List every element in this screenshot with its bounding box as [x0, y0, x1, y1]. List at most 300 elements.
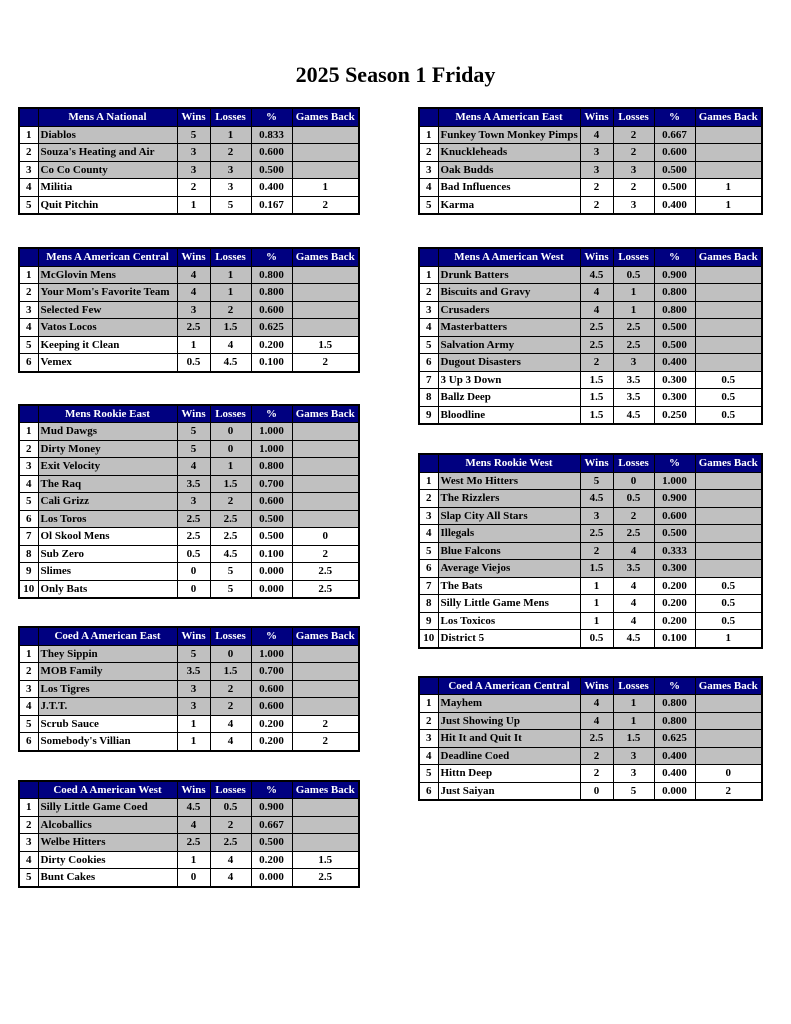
losses-cell: 0: [210, 423, 251, 441]
games_back-cell: [695, 747, 762, 765]
team-cell: Vemex: [38, 354, 177, 372]
rank-cell: 4: [419, 747, 438, 765]
standings-table: [18, 626, 360, 752]
games_back-cell: 1: [695, 630, 762, 648]
header-row: [19, 781, 359, 799]
wins-cell: 0: [177, 580, 210, 598]
games_back-cell: [695, 161, 762, 179]
team-cell: Diablos: [38, 126, 177, 144]
team-cell: Biscuits and Gravy: [438, 284, 580, 302]
wins-cell: 0: [580, 782, 613, 800]
games_back-cell: [292, 458, 359, 476]
pct-cell: 0.600: [654, 144, 695, 162]
wins-cell: 3: [177, 301, 210, 319]
wins-column-header: Wins: [580, 677, 613, 695]
table-row: [419, 266, 762, 284]
standings-table: [18, 247, 360, 373]
wins-cell: 4: [580, 126, 613, 144]
games_back-cell: 1.5: [292, 336, 359, 354]
games_back-cell: [292, 799, 359, 817]
rank-cell: 4: [19, 698, 38, 716]
header-row: [419, 248, 762, 266]
games_back-cell: 0.5: [695, 577, 762, 595]
wins-cell: 1: [580, 595, 613, 613]
team-cell: Alcoballics: [38, 816, 177, 834]
table-title: Mens A American Central: [38, 248, 177, 266]
wins-cell: 1: [177, 715, 210, 733]
rank-cell: 1: [419, 472, 438, 490]
wins-cell: 0.5: [177, 545, 210, 563]
table-row: [19, 319, 359, 337]
rank-cell: 5: [419, 336, 438, 354]
wins-cell: 4.5: [177, 799, 210, 817]
games_back-cell: 2.5: [292, 563, 359, 581]
table-row: [419, 560, 762, 578]
team-cell: J.T.T.: [38, 698, 177, 716]
wins-cell: 2.5: [177, 834, 210, 852]
losses-cell: 4: [613, 577, 654, 595]
team-cell: Quit Pitchin: [38, 196, 177, 214]
table-row: [419, 542, 762, 560]
rank-cell: 1: [419, 266, 438, 284]
losses-cell: 3: [613, 161, 654, 179]
games_back-cell: [695, 284, 762, 302]
pct-column-header: %: [654, 108, 695, 126]
rank-cell: 5: [19, 493, 38, 511]
losses-cell: 4: [613, 595, 654, 613]
table-row: [419, 730, 762, 748]
pct-cell: 0.300: [654, 560, 695, 578]
team-cell: Dirty Money: [38, 440, 177, 458]
losses-cell: 0.5: [613, 266, 654, 284]
wins-cell: 1.5: [580, 406, 613, 424]
wins-cell: 2: [580, 196, 613, 214]
table-row: [419, 319, 762, 337]
table-row: [419, 630, 762, 648]
table-title: Mens A American East: [438, 108, 580, 126]
team-cell: Bad Influences: [438, 179, 580, 197]
team-cell: Exit Velocity: [38, 458, 177, 476]
rank-column-header: [19, 248, 38, 266]
wins-cell: 2: [580, 765, 613, 783]
losses-column-header: Losses: [210, 405, 251, 423]
games_back-cell: 2.5: [292, 869, 359, 887]
rank-column-header: [19, 108, 38, 126]
rank-cell: 6: [19, 510, 38, 528]
rank-cell: 5: [19, 196, 38, 214]
table-row: [19, 510, 359, 528]
wins-cell: 2: [580, 354, 613, 372]
wins-cell: 4.5: [580, 490, 613, 508]
pct-column-header: %: [251, 108, 292, 126]
pct-cell: 0.700: [251, 475, 292, 493]
pct-cell: 0.400: [251, 179, 292, 197]
pct-cell: 0.200: [251, 851, 292, 869]
header-row: [19, 627, 359, 645]
page-title: 2025 Season 1 Friday: [295, 62, 496, 87]
table-row: [19, 799, 359, 817]
losses-cell: 0.5: [613, 490, 654, 508]
rank-cell: 2: [19, 663, 38, 681]
header-row: [419, 108, 762, 126]
pct-column-header: %: [654, 248, 695, 266]
team-cell: Dugout Disasters: [438, 354, 580, 372]
wins-cell: 3: [177, 161, 210, 179]
rank-cell: 3: [419, 730, 438, 748]
games_back-cell: 0.5: [695, 389, 762, 407]
pct-cell: 0.600: [654, 507, 695, 525]
games_back-cell: 0.5: [695, 371, 762, 389]
losses-cell: 5: [613, 782, 654, 800]
losses-cell: 4: [210, 851, 251, 869]
team-cell: Oak Budds: [438, 161, 580, 179]
rank-cell: 3: [19, 458, 38, 476]
table-row: [419, 144, 762, 162]
rank-column-header: [419, 248, 438, 266]
table-row: [19, 161, 359, 179]
losses-cell: 0: [210, 440, 251, 458]
rank-cell: 5: [419, 765, 438, 783]
team-cell: Slap City All Stars: [438, 507, 580, 525]
pct-cell: 0.800: [654, 301, 695, 319]
games_back-cell: [292, 266, 359, 284]
rank-cell: 1: [19, 645, 38, 663]
rank-cell: 7: [419, 577, 438, 595]
table-row: [419, 126, 762, 144]
rank-cell: 6: [419, 782, 438, 800]
team-cell: Karma: [438, 196, 580, 214]
wins-cell: 2: [177, 179, 210, 197]
team-cell: Knuckleheads: [438, 144, 580, 162]
losses-cell: 2.5: [613, 525, 654, 543]
rank-cell: 2: [419, 284, 438, 302]
wins-cell: 3: [177, 144, 210, 162]
team-cell: Salvation Army: [438, 336, 580, 354]
rank-cell: 2: [19, 440, 38, 458]
wins-cell: 1: [177, 733, 210, 751]
team-cell: Selected Few: [38, 301, 177, 319]
games_back-cell: 2: [292, 715, 359, 733]
games_back-cell: [695, 695, 762, 713]
wins-cell: 3: [177, 493, 210, 511]
games_back-cell: [695, 266, 762, 284]
wins-cell: 2: [580, 747, 613, 765]
wins-cell: 2: [580, 179, 613, 197]
rank-cell: 1: [419, 695, 438, 713]
wins-cell: 1: [177, 196, 210, 214]
rank-cell: 2: [419, 712, 438, 730]
games-back-column-header: Games Back: [695, 108, 762, 126]
wins-cell: 5: [177, 440, 210, 458]
rank-cell: 9: [19, 563, 38, 581]
losses-cell: 2: [210, 301, 251, 319]
losses-cell: 0.5: [210, 799, 251, 817]
pct-cell: 0.900: [251, 799, 292, 817]
losses-cell: 2.5: [210, 510, 251, 528]
rank-cell: 6: [419, 354, 438, 372]
games_back-cell: [695, 472, 762, 490]
pct-cell: 0.800: [654, 695, 695, 713]
wins-column-header: Wins: [177, 627, 210, 645]
rank-cell: 5: [19, 336, 38, 354]
losses-cell: 2.5: [613, 319, 654, 337]
pct-cell: 0.000: [251, 580, 292, 598]
team-cell: They Sippin: [38, 645, 177, 663]
losses-cell: 3: [210, 179, 251, 197]
rank-cell: 8: [419, 389, 438, 407]
losses-cell: 2: [210, 680, 251, 698]
wins-cell: 5: [177, 126, 210, 144]
pct-cell: 0.000: [654, 782, 695, 800]
losses-column-header: Losses: [210, 108, 251, 126]
table-title: Coed A American East: [38, 627, 177, 645]
standings-table: [418, 453, 763, 649]
games_back-cell: [695, 560, 762, 578]
team-cell: Somebody's Villian: [38, 733, 177, 751]
losses-cell: 2: [210, 698, 251, 716]
wins-cell: 3: [580, 507, 613, 525]
standings-table: [418, 676, 763, 802]
wins-cell: 3: [580, 144, 613, 162]
losses-cell: 1: [210, 266, 251, 284]
team-cell: Militia: [38, 179, 177, 197]
team-cell: Hit It and Quit It: [438, 730, 580, 748]
team-cell: Funkey Town Monkey Pimps: [438, 126, 580, 144]
standings-table: [418, 107, 763, 215]
table-row: [419, 712, 762, 730]
table-row: [19, 475, 359, 493]
games_back-cell: [292, 493, 359, 511]
rank-cell: 10: [19, 580, 38, 598]
games_back-cell: [292, 126, 359, 144]
team-cell: Silly Little Game Coed: [38, 799, 177, 817]
team-cell: Ballz Deep: [438, 389, 580, 407]
wins-cell: 3: [177, 698, 210, 716]
games_back-cell: [292, 144, 359, 162]
right-column: [418, 107, 763, 801]
pct-column-header: %: [251, 405, 292, 423]
pct-cell: 0.100: [251, 545, 292, 563]
pct-cell: 0.900: [654, 490, 695, 508]
games_back-cell: [292, 440, 359, 458]
losses-cell: 2: [613, 179, 654, 197]
rank-cell: 6: [19, 733, 38, 751]
wins-cell: 5: [580, 472, 613, 490]
header-row: [419, 454, 762, 472]
wins-cell: 0.5: [580, 630, 613, 648]
wins-cell: 4.5: [580, 266, 613, 284]
table-row: [19, 354, 359, 372]
games_back-cell: [695, 301, 762, 319]
losses-cell: 4: [210, 869, 251, 887]
team-cell: Dirty Cookies: [38, 851, 177, 869]
games_back-cell: 1: [695, 179, 762, 197]
table-row: [419, 196, 762, 214]
rank-cell: 2: [19, 144, 38, 162]
games-back-column-header: Games Back: [695, 677, 762, 695]
rank-cell: 1: [19, 266, 38, 284]
losses-cell: 1: [210, 458, 251, 476]
losses-cell: 5: [210, 196, 251, 214]
games_back-cell: [292, 301, 359, 319]
rank-cell: 3: [19, 834, 38, 852]
losses-column-header: Losses: [210, 248, 251, 266]
losses-cell: 4: [210, 715, 251, 733]
table-row: [19, 733, 359, 751]
losses-cell: 2: [210, 816, 251, 834]
games_back-cell: [292, 816, 359, 834]
team-cell: Drunk Batters: [438, 266, 580, 284]
table-row: [419, 336, 762, 354]
table-title: Mens Rookie West: [438, 454, 580, 472]
team-cell: Average Viejos: [438, 560, 580, 578]
rank-cell: 4: [419, 525, 438, 543]
team-cell: Bloodline: [438, 406, 580, 424]
pct-cell: 0.800: [654, 712, 695, 730]
rank-cell: 4: [19, 319, 38, 337]
standings-table: [18, 780, 360, 888]
standings-table: [18, 107, 360, 215]
losses-cell: 0: [210, 645, 251, 663]
pct-cell: 0.200: [654, 577, 695, 595]
losses-column-header: Losses: [613, 454, 654, 472]
pct-cell: 0.700: [251, 663, 292, 681]
left-column: [18, 107, 360, 888]
table-row: [419, 747, 762, 765]
games_back-cell: [292, 698, 359, 716]
team-cell: Ol Skool Mens: [38, 528, 177, 546]
losses-cell: 2.5: [613, 336, 654, 354]
table-title: Coed A American West: [38, 781, 177, 799]
rank-cell: 9: [419, 612, 438, 630]
pct-cell: 0.833: [251, 126, 292, 144]
rank-cell: 6: [419, 560, 438, 578]
rank-cell: 4: [419, 179, 438, 197]
pct-cell: 0.400: [654, 354, 695, 372]
table-title: Mens Rookie East: [38, 405, 177, 423]
rank-column-header: [19, 781, 38, 799]
wins-cell: 4: [177, 284, 210, 302]
table-row: [419, 595, 762, 613]
losses-cell: 3.5: [613, 560, 654, 578]
table-row: [19, 580, 359, 598]
games-back-column-header: Games Back: [292, 405, 359, 423]
wins-cell: 2: [580, 542, 613, 560]
wins-cell: 3.5: [177, 475, 210, 493]
table-row: [19, 528, 359, 546]
rank-cell: 5: [419, 542, 438, 560]
pct-cell: 1.000: [251, 423, 292, 441]
pct-cell: 0.500: [654, 525, 695, 543]
team-cell: Illegals: [438, 525, 580, 543]
pct-cell: 0.500: [654, 161, 695, 179]
pct-cell: 0.625: [251, 319, 292, 337]
team-cell: Deadline Coed: [438, 747, 580, 765]
wins-cell: 4: [580, 712, 613, 730]
losses-cell: 3.5: [613, 371, 654, 389]
rank-column-header: [19, 627, 38, 645]
losses-cell: 1: [613, 695, 654, 713]
rank-column-header: [419, 677, 438, 695]
pct-cell: 0.900: [654, 266, 695, 284]
games_back-cell: 2: [292, 354, 359, 372]
losses-cell: 5: [210, 563, 251, 581]
table-title: Coed A American Central: [438, 677, 580, 695]
wins-cell: 1: [580, 577, 613, 595]
table-row: [19, 284, 359, 302]
games_back-cell: [292, 475, 359, 493]
pct-cell: 0.400: [654, 196, 695, 214]
games_back-cell: 1.5: [292, 851, 359, 869]
table-row: [419, 354, 762, 372]
games_back-cell: [695, 354, 762, 372]
losses-cell: 4: [613, 542, 654, 560]
team-cell: Welbe Hitters: [38, 834, 177, 852]
games_back-cell: 0.5: [695, 612, 762, 630]
wins-cell: 4: [177, 458, 210, 476]
pct-cell: 0.600: [251, 680, 292, 698]
losses-cell: 1: [613, 301, 654, 319]
pct-cell: 0.400: [654, 765, 695, 783]
games_back-cell: 1: [292, 179, 359, 197]
losses-cell: 4: [210, 733, 251, 751]
rank-column-header: [419, 454, 438, 472]
games_back-cell: [695, 144, 762, 162]
rank-cell: 1: [19, 126, 38, 144]
losses-cell: 2.5: [210, 834, 251, 852]
wins-cell: 5: [177, 645, 210, 663]
wins-cell: 0.5: [177, 354, 210, 372]
losses-cell: 5: [210, 580, 251, 598]
pct-cell: 0.400: [654, 747, 695, 765]
table-title: Mens A National: [38, 108, 177, 126]
header-row: [19, 248, 359, 266]
table-row: [419, 490, 762, 508]
games_back-cell: [695, 730, 762, 748]
pct-cell: 0.250: [654, 406, 695, 424]
losses-cell: 0: [613, 472, 654, 490]
standings-table: [18, 404, 360, 600]
pct-cell: 0.800: [251, 458, 292, 476]
games_back-cell: 0.5: [695, 595, 762, 613]
losses-column-header: Losses: [613, 248, 654, 266]
games-back-column-header: Games Back: [695, 248, 762, 266]
games_back-cell: 2: [292, 733, 359, 751]
rank-cell: 7: [19, 528, 38, 546]
wins-cell: 1: [580, 612, 613, 630]
pct-cell: 0.500: [251, 510, 292, 528]
rank-cell: 4: [19, 851, 38, 869]
rank-cell: 3: [419, 301, 438, 319]
losses-cell: 2.5: [210, 528, 251, 546]
team-cell: Cali Grizz: [38, 493, 177, 511]
wins-cell: 1.5: [580, 560, 613, 578]
pct-column-header: %: [654, 454, 695, 472]
rank-column-header: [19, 405, 38, 423]
pct-cell: 0.667: [654, 126, 695, 144]
wins-column-header: Wins: [177, 248, 210, 266]
games_back-cell: [292, 680, 359, 698]
table-row: [419, 371, 762, 389]
losses-cell: 4.5: [210, 545, 251, 563]
losses-cell: 4.5: [613, 406, 654, 424]
games_back-cell: 0: [292, 528, 359, 546]
pct-cell: 0.300: [654, 371, 695, 389]
wins-cell: 0: [177, 563, 210, 581]
wins-cell: 2.5: [177, 510, 210, 528]
losses-cell: 3.5: [613, 389, 654, 407]
wins-column-header: Wins: [580, 454, 613, 472]
